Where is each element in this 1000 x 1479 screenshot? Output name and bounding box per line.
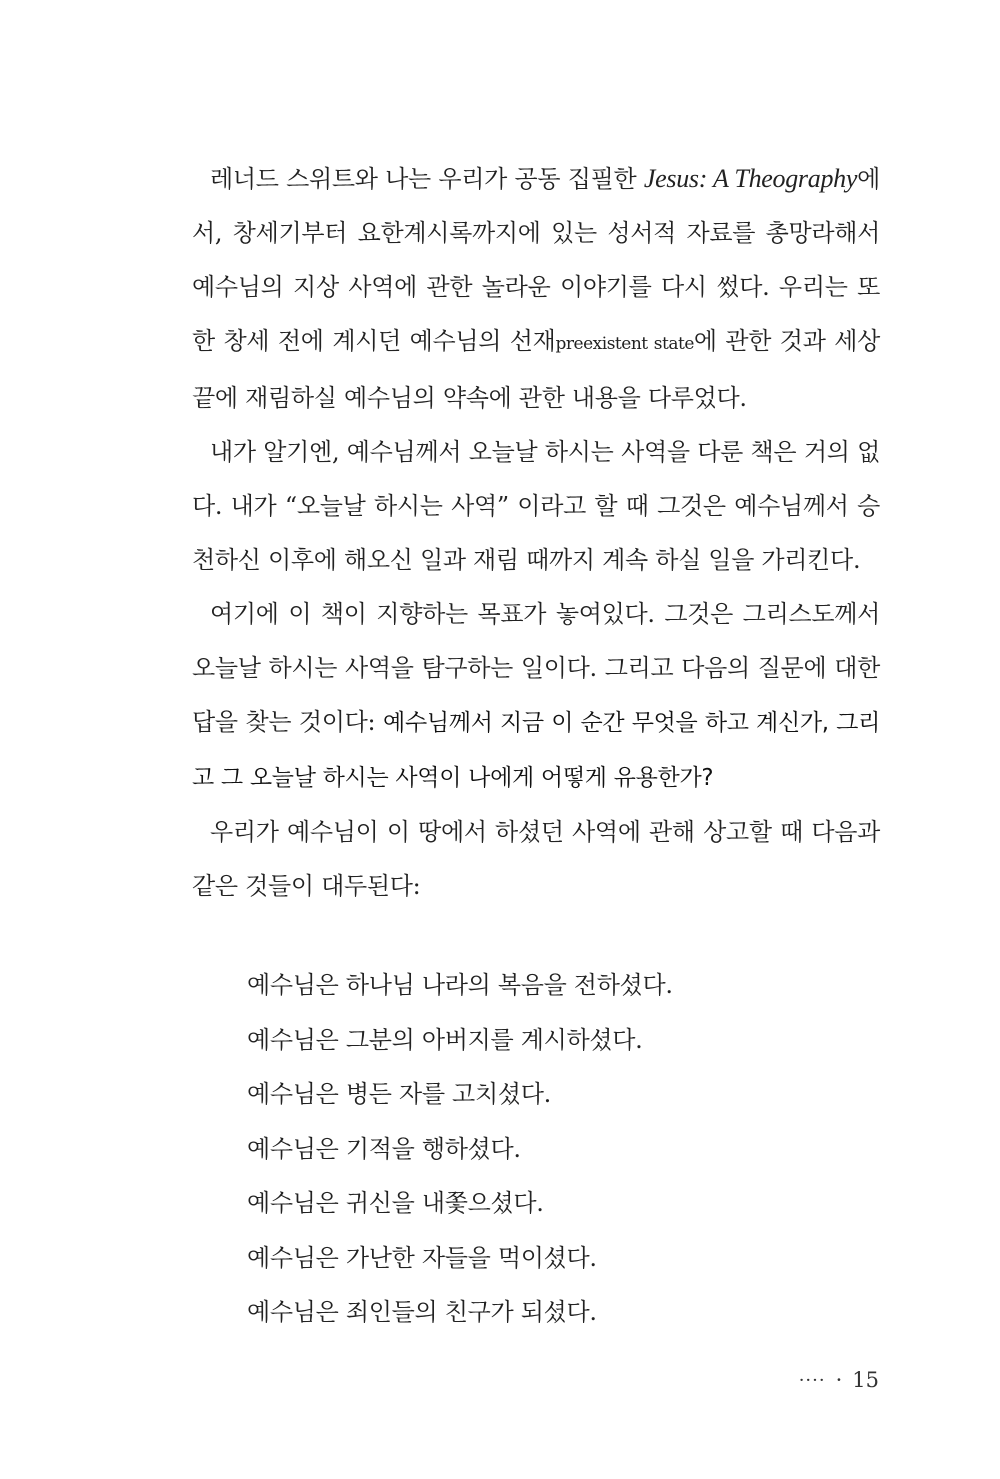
paragraph-1-after-title: 에서, 창세기부터 요한계시록까지에 있는 성서적 자료를 총망라해서 예수님의 지상 사역에 관한 놀라운 이야기를 다시 썼다. 우리는 또한 창세 전에 계시던 예수님의 선재 (192, 165, 880, 355)
list-item: 예수님은 하나님 나라의 복음을 전하셨다. (247, 971, 673, 999)
footer-dots: ···· (798, 1369, 826, 1391)
list-item: 예수님은 죄인들의 친구가 되셨다. (247, 1298, 597, 1326)
page-footer (799, 1368, 879, 1392)
paragraph-4: 우리가 예수님이 이 땅에서 하셨던 사역에 관해 상고할 때 다음과 같은 것들이 대두된다: (192, 818, 880, 900)
book-title: Jesus: A Theography (643, 164, 858, 193)
list-item: 예수님은 귀신을 내쫓으셨다. (247, 1189, 544, 1217)
ministry-list (247, 958, 867, 1340)
list-item: 예수님은 기적을 행하셨다. (247, 1134, 521, 1163)
paragraph-1-end: 에 관한 것과 세상 끝에 재림하실 예수님의 약속에 관한 내용을 다루었다. (192, 327, 880, 412)
footer-separator: · (835, 1368, 843, 1392)
list-item: 예수님은 병든 자를 고치셨다. (247, 1080, 551, 1108)
page-number: 15 (852, 1368, 879, 1392)
list-item: 예수님은 그분의 아버지를 계시하셨다. (247, 1025, 643, 1054)
paragraph-3 (192, 587, 880, 805)
body-text (192, 152, 880, 913)
paragraph-1 (192, 152, 880, 425)
paragraph-1-before-title: 레너드 스위트와 나는 우리가 공동 집필한 (210, 165, 644, 193)
key-question: 예수님께서 지금 이 순간 무엇을 하고 계신가, 그리고 그 오늘날 하시는 사역이 나에게 어떻게 유용한가? (192, 710, 881, 791)
list-item: 예수님은 가난한 자들을 먹이셨다. (247, 1243, 597, 1272)
paragraph-3-text: 여기에 이 책이 지향하는 목표가 놓여있다. 그것은 그리스도께서 오늘날 하시는 사역을 탐구하는 일이다. 그리고 다음의 질문에 대한 답을 찾는 것이다: (192, 600, 880, 736)
paragraph-2: 내가 알기엔, 예수님께서 오늘날 하시는 사역을 다룬 책은 거의 없다. 내가 “오늘날 하시는 사역” 이라고 할 때 그것은 예수님께서 승천하신 이후에 해오신 일과 재림 때까지 계속 하실 일을 가리킨다. (192, 438, 880, 574)
english-term: preexistent state (555, 334, 694, 354)
